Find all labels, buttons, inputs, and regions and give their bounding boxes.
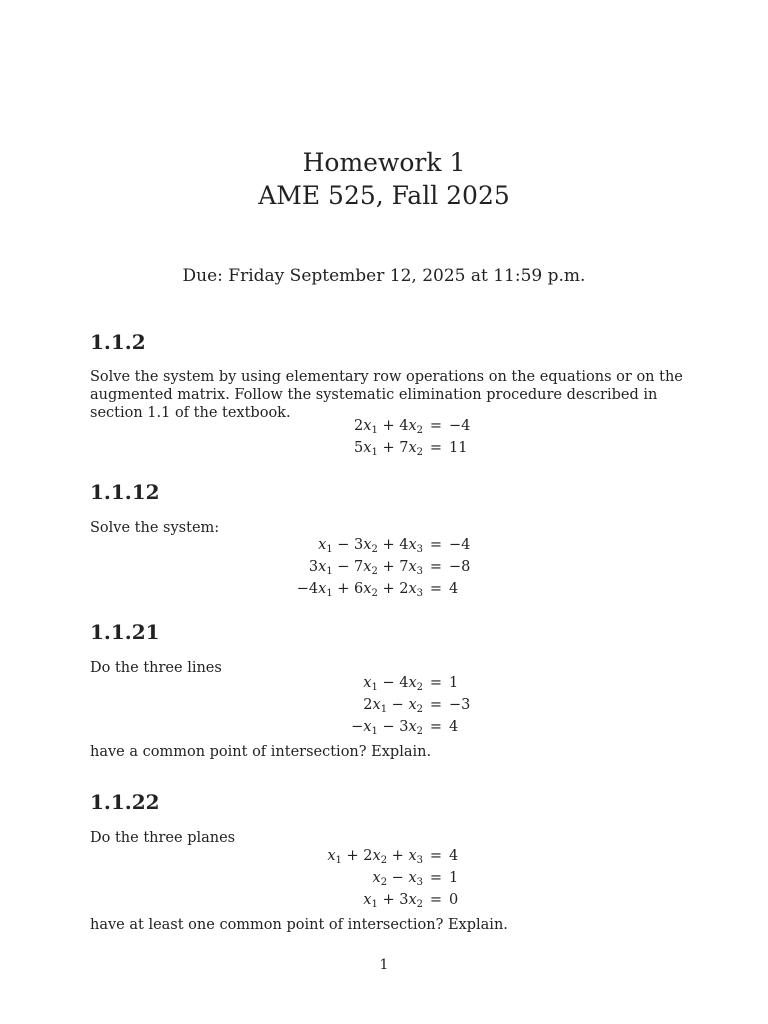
- equation-system: [0, 672, 768, 738]
- equals-sign: =: [429, 848, 443, 864]
- equation-lhs: $2x_1 - x_2$: [363, 697, 423, 715]
- equation-system: [0, 845, 768, 911]
- page-number: 1: [379, 957, 389, 973]
- equation-row: [273, 415, 495, 437]
- equation-rhs: −4: [449, 537, 471, 553]
- problem-prompt: Do the three planes: [90, 830, 236, 846]
- equation-lhs: $2x_1 + 4x_2$: [354, 418, 423, 436]
- equation-lhs: $-x_1 - 3x_2$: [351, 719, 423, 737]
- problem-prompt: Solve the system:: [90, 520, 220, 536]
- equals-sign: =: [429, 697, 443, 713]
- equation-row: [273, 716, 495, 738]
- equals-sign: =: [429, 581, 443, 597]
- equals-sign: =: [429, 675, 443, 691]
- equation-rhs: 1: [449, 675, 459, 691]
- section-heading: 1.1.12: [90, 480, 160, 504]
- equation-rhs: 11: [449, 440, 468, 456]
- equation-lhs: $3x_1 - 7x_2 + 7x_3$: [308, 559, 423, 577]
- equation-rhs: 0: [449, 892, 459, 908]
- problem-prompt: Solve the system by using elementary row operations on the equations or on the augmented matrix. Follow the systematic elimination procedure described in section 1.1 of the textbook.: [90, 369, 683, 421]
- equation-rhs: −4: [449, 418, 471, 434]
- equation-row: [273, 437, 495, 459]
- equation-lhs: $x_2 - x_3$: [372, 870, 423, 888]
- section-heading: 1.1.22: [90, 790, 160, 814]
- equation-lhs: $-4x_1 + 6x_2 + 2x_3$: [296, 581, 423, 599]
- equation-row: [273, 889, 495, 911]
- equation-rhs: 1: [449, 870, 459, 886]
- equals-sign: =: [429, 870, 443, 886]
- equation-rhs: 4: [449, 719, 459, 735]
- equation-row: [273, 845, 495, 867]
- equals-sign: =: [429, 537, 443, 553]
- equation-lhs: $x_1 - 4x_2$: [363, 675, 423, 693]
- equation-rhs: −8: [449, 559, 471, 575]
- title-line-2: AME 525, Fall 2025: [258, 181, 510, 210]
- section-heading: 1.1.21: [90, 620, 160, 644]
- problem-question: have at least one common point of intersection? Explain.: [90, 917, 508, 933]
- equation-system: [0, 415, 768, 459]
- problem-prompt: Do the three lines: [90, 660, 222, 676]
- equation-lhs: $x_1 + 3x_2$: [363, 892, 423, 910]
- equation-row: [273, 578, 495, 600]
- equation-row: [273, 672, 495, 694]
- equation-system: [0, 534, 768, 600]
- equation-rhs: 4: [449, 848, 459, 864]
- equals-sign: =: [429, 440, 443, 456]
- equals-sign: =: [429, 719, 443, 735]
- due-date: Due: Friday September 12, 2025 at 11:59 p.m.: [182, 266, 586, 286]
- equation-row: [273, 534, 495, 556]
- equals-sign: =: [429, 559, 443, 575]
- section-heading: 1.1.2: [90, 330, 146, 354]
- equation-lhs: $x_1 - 3x_2 + 4x_3$: [318, 537, 423, 555]
- equation-lhs: $x_1 + 2x_2 + x_3$: [327, 848, 423, 866]
- title-line-1: Homework 1: [302, 148, 466, 177]
- equation-row: [273, 867, 495, 889]
- equation-row: [273, 556, 495, 578]
- equals-sign: =: [429, 418, 443, 434]
- equation-row: [273, 694, 495, 716]
- equation-rhs: −3: [449, 697, 471, 713]
- equals-sign: =: [429, 892, 443, 908]
- problem-question: have a common point of intersection? Explain.: [90, 744, 432, 760]
- equation-rhs: 4: [449, 581, 459, 597]
- equation-lhs: $5x_1 + 7x_2$: [354, 440, 423, 458]
